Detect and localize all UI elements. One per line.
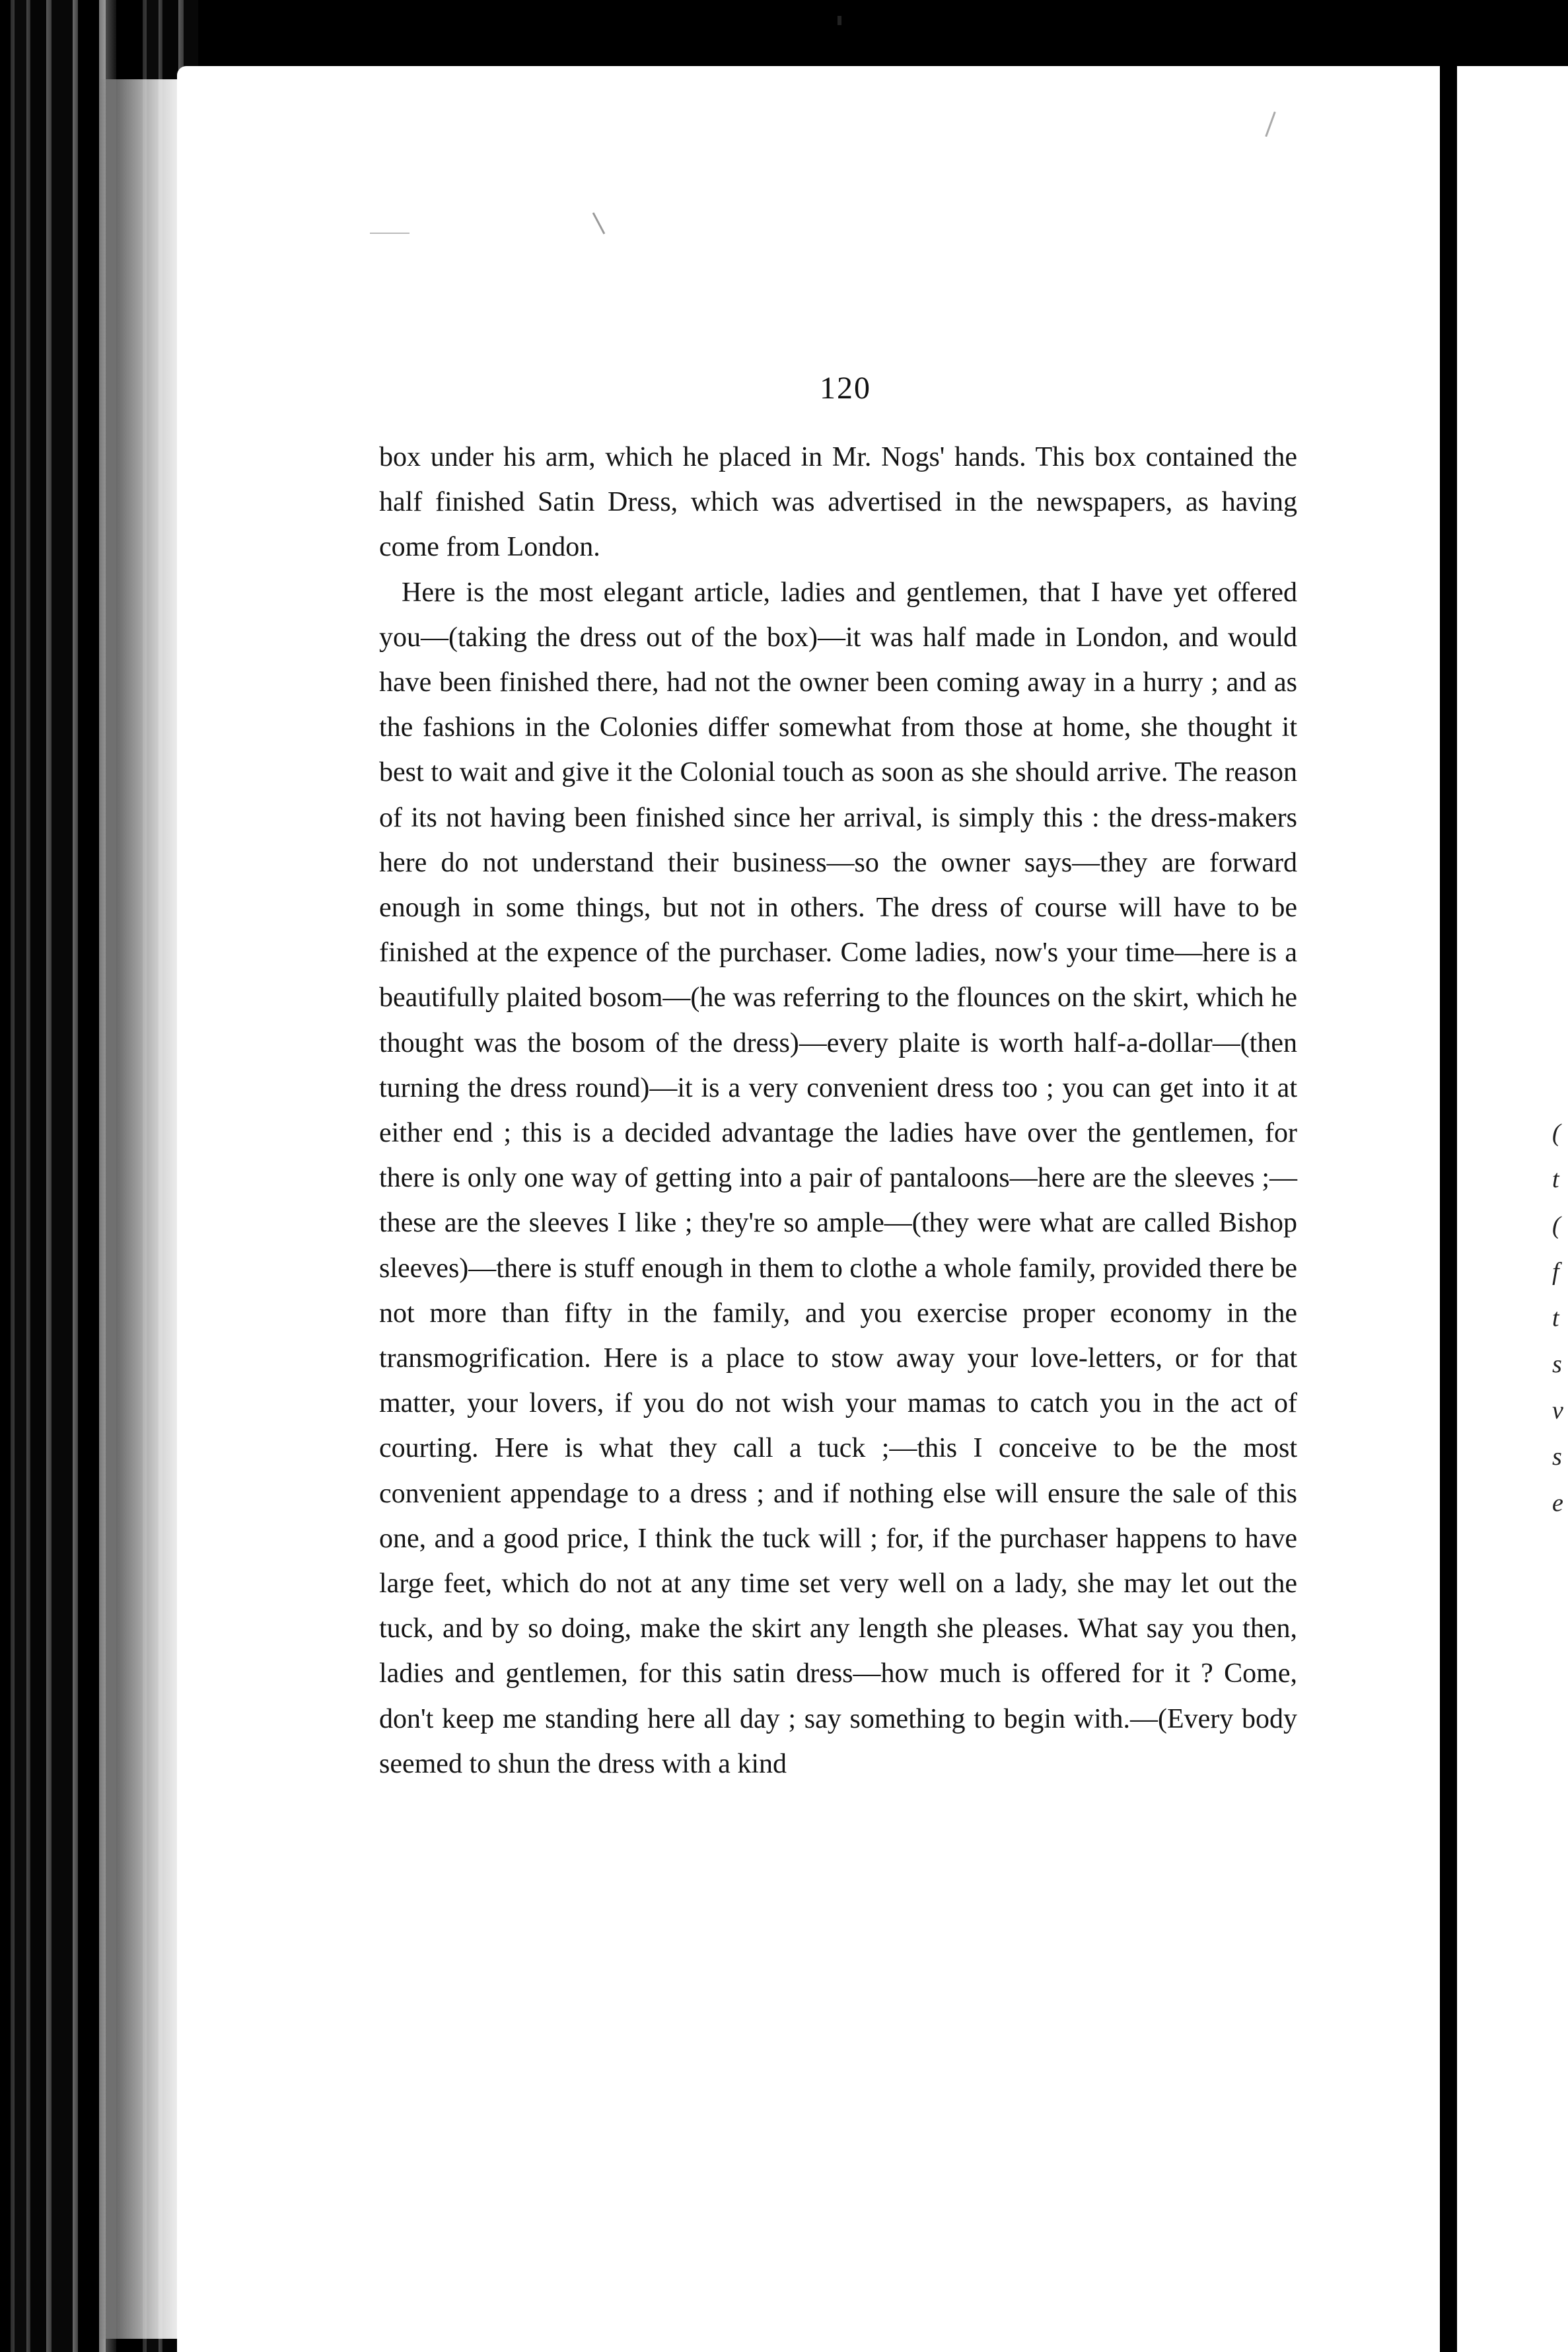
page-body-text <box>379 435 1297 1786</box>
adjacent-page-letters: ( t ( f t s v s e <box>1552 1119 1563 1517</box>
scan-artefact <box>837 16 841 25</box>
paragraph-continued: box under his arm, which he placed in Mr. Nogs' hands. This box contained the half finished Satin Dress, which was advertised in the newspapers, as having come from London. <box>379 442 1297 563</box>
scan-artefact <box>370 233 410 234</box>
page-gutter <box>1440 46 1457 2352</box>
adjacent-page-edge <box>1457 66 1568 2352</box>
page-number: 120 <box>820 371 871 406</box>
paragraph-auction-speech: Here is the most elegant article, ladies and gentlemen, that I have yet offered you—(taking the dress out of the box)—it was half made in London, and would have been finished there, had not the owner been coming away in a hurry ; and as the fashions in the Colonies differ somewhat from those at home, she thought it best to wait and give it the Colonial touch as soon as she should arrive. The reason of its not having been finished since her arrival, is simply this : the dress-makers here do not understand their business—so the owner says—they are forward enough in some things, but not in others. The dress of course will have to be finished at the expence of the purchaser. Come ladies, now's your time—here is a beautifully plaited bosom—(he was referring to the flounces on the skirt, which he thought was the bosom of the dress)—every plaite is worth half-a-dollar—(then turning the dress round)—it is a very convenient dress too ; you can get into it at either end ; this is a decided advantage the ladies have over the gentlemen, for there is only one way of getting into a pair of pantaloons—here are the sleeves ;—these are the sleeves I like ; they're so ample—(they were what are called Bishop sleeves)—there is stuff enough in them to clothe a whole family, provided there be not more than fifty in the family, and you exercise proper economy in the transmogrification. Here is a place to stow away your love-letters, or for that matter, your lovers, if you do not wish your mamas to catch you in the act of courting. Here is what they call a tuck ;—this I conceive to be the most convenient appendage to a dress ; and if nothing else will ensure the sale of this one, and a good price, I think the tuck will ; for, if the purchaser happens to have large feet, which do not at any time set very well on a lady, she may let out the tuck, and by so doing, make the skirt any length she pleases. What say you then, ladies and gentlemen, for this satin dress—how much is offered for it ? Come, don't keep me standing here all day ; say something to begin with.—(Every body seemed to shun the dress with a kind <box>379 577 1297 1779</box>
